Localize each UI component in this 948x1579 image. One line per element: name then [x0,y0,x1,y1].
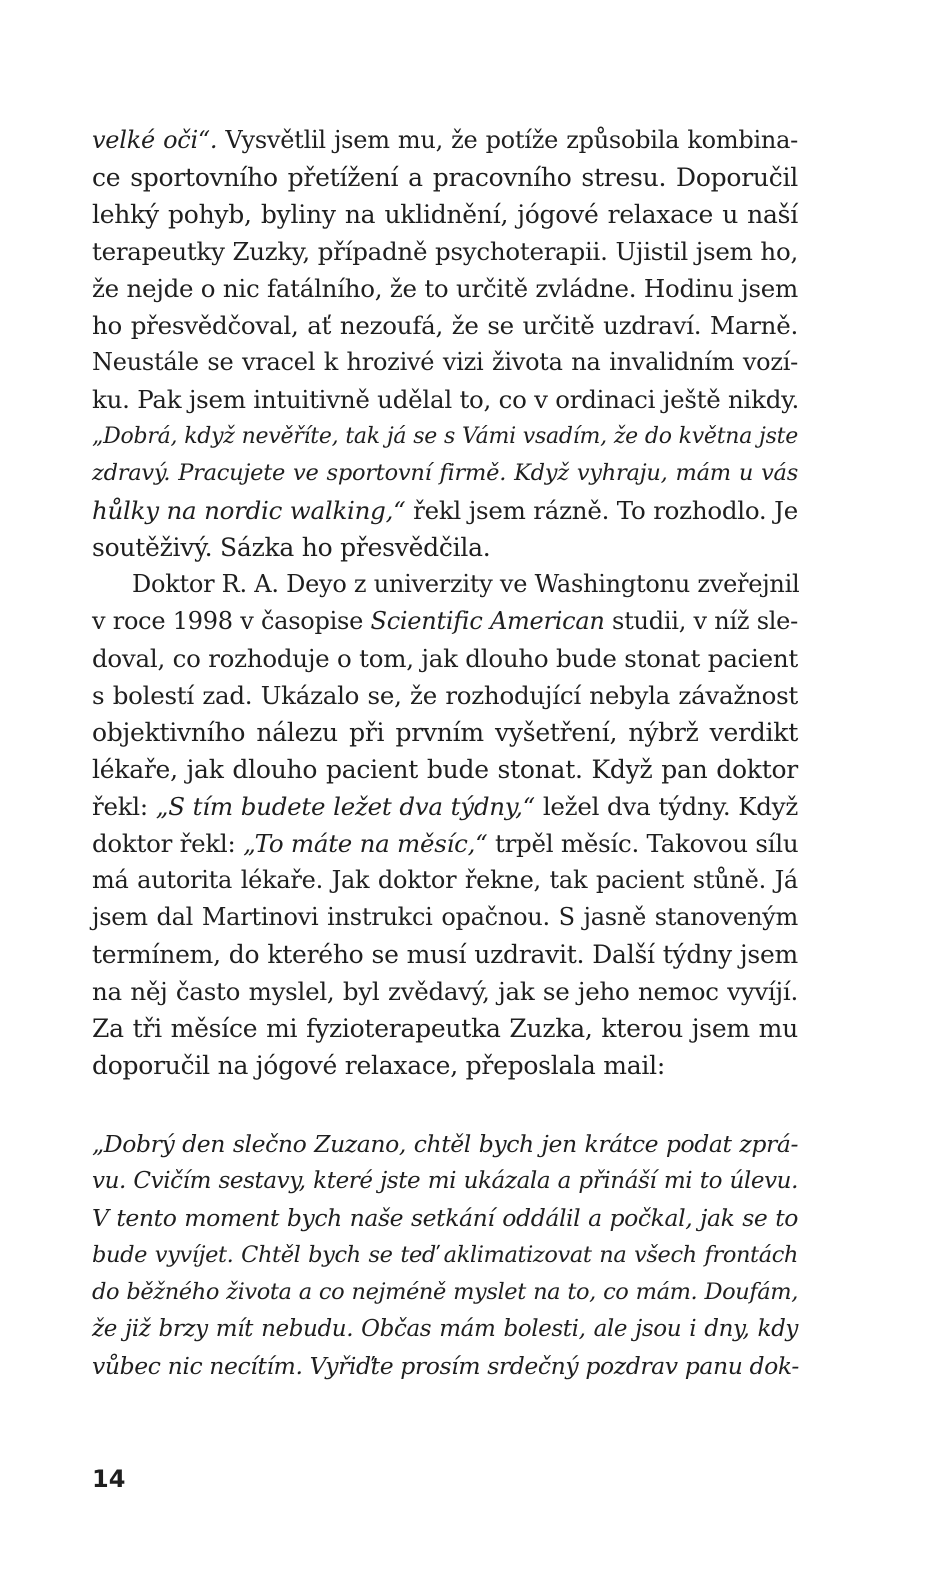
text-line: lehký pohyb, byliny na uklidnění, jógové relaxace u naší [92,200,798,229]
paragraph-2 [92,566,798,1084]
text-line [92,825,798,862]
text-line: Doktor R. A. Deyo z univerzity ve Washingtonu zveřejnil [132,570,800,598]
text-line: jsem dal Martinovi instrukci opačnou. S jasně stanoveným [92,903,798,931]
text-line: soutěživý. Sázka ho přesvědčila. [92,533,491,562]
italic-phrase: hůlky na nordic walking,“ [92,496,406,525]
italic-phrase: velké oči“. [92,126,218,154]
quote-line: vu. Cvičím sestavy, které jste mi ukázala a přináší mi to úlevu. [92,1168,798,1194]
quote-line: vůbec nic necítím. Vyřiďte prosím srdečný pozdrav panu dok- [92,1352,799,1380]
paragraph-gap [92,1084,798,1126]
quote-line: že již brzy mít nebudu. Občas mám bolesti, ale jsou i dny, kdy [92,1316,798,1342]
text-line: Za tři měsíce mi fyzioterapeutka Zuzka, kterou jsem mu [92,1014,798,1043]
text-line [92,603,798,640]
text-line: „Dobrá, když nevěříte, tak já se s Vámi vsadím, že do května jste [92,424,798,449]
text-line: termínem, do kterého se musí uzdravit. Další týdny jsem [92,940,798,969]
quote-line: „Dobrý den slečno Zuzano, chtěl bych jen krátce podat zprá- [92,1130,798,1158]
text-fragment: studii, v níž sle- [604,607,798,635]
text-fragment: v roce 1998 v časopise [92,607,371,635]
text-line: Neustále se vracel k hrozivé vizi života na invalidním vozí- [92,348,798,376]
italic-phrase: Scientific American [370,607,605,635]
text-line: s bolestí zad. Ukázalo se, že rozhodující nebyla závažnost [92,681,798,710]
italic-phrase: „S tím budete ležet dva týdny,“ [155,792,535,821]
text-line: terapeutky Zuzky, případně psychoterapii. Ujistil jsem ho, [92,237,798,266]
quote-line: do běžného života a co nejméně myslet na to, co mám. Doufám, [92,1279,798,1305]
text-line: objektivního nálezu při prvním vyšetření, nýbrž verdikt [92,718,798,747]
text-line: ce sportovního přetížení a pracovního stresu. Doporučil [92,163,798,192]
text-fragment: doktor řekl: [92,829,244,858]
text-line: doval, co rozhoduje o tom, jak dlouho bude stonat pacient [92,644,798,673]
paragraph-1 [92,122,798,566]
text-line [92,122,798,159]
text-fragment: řekl jsem rázně. To rozhodlo. Je [405,496,798,525]
text-fragment: řekl: [92,792,156,821]
text-line: ho přesvědčoval, ať nezoufá, že se určitě uzdraví. Marně. [92,311,798,340]
text-fragment: trpěl měsíc. Takovou sílu [487,829,799,858]
quote-line: V tento moment bych naše setkání oddálil a počkal, jak se to [92,1204,798,1232]
text-line: doporučil na jógové relaxace, přeposlala mail: [92,1051,666,1080]
italic-phrase: „To máte na měsíc,“ [243,829,488,858]
text-line: na něj často myslel, byl zvědavý, jak se jeho nemoc vyvíjí. [92,977,798,1006]
quoted-email [92,1126,798,1385]
text-line [92,788,798,825]
text-line: lékaře, jak dlouho pacient bude stonat. Když pan doktor [92,755,798,784]
page-number: 14 [92,1465,126,1493]
text-line: zdravý. Pracujete ve sportovní firmě. Když vyhraju, mám u vás [92,460,798,486]
text-line: že nejde o nic fatálního, že to určitě zvládne. Hodinu jsem [92,274,799,303]
quote-line: bude vyvíjet. Chtěl bych se teď aklimatizovat na všech frontách [92,1242,798,1268]
page-body [92,122,798,1385]
text-line: ku. Pak jsem intuitivně udělal to, co v ordinaci ještě nikdy. [92,385,800,414]
text-fragment: Vysvětlil jsem mu, že potíže způsobila kombina- [217,126,798,154]
text-fragment: ležel dva týdny. Když [534,792,798,821]
text-line [92,492,798,529]
text-line: má autorita lékaře. Jak doktor řekne, tak pacient stůně. Já [92,866,798,894]
